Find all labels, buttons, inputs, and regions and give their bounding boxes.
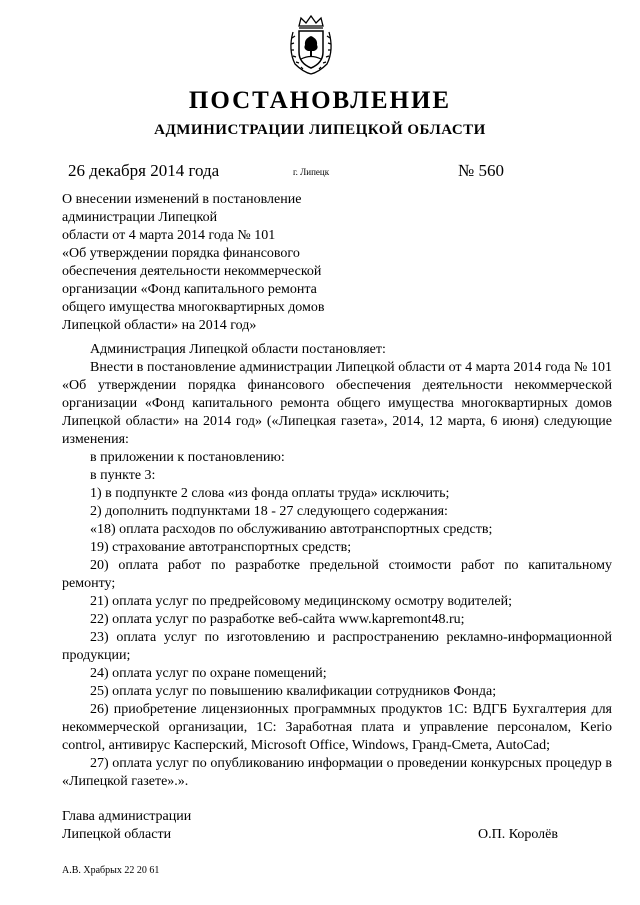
body-paragraph: 21) оплата услуг по предрейсовому медицинскому осмотру водителей; — [90, 594, 512, 609]
body-paragraph: 24) оплата услуг по охране помещений; — [90, 666, 327, 681]
body-paragraph: 2) дополнить подпунктами 18 - 27 следующего содержания: — [90, 504, 448, 519]
body-paragraph: Администрация Липецкой области постановляет: — [90, 342, 386, 357]
body-paragraph: 27) оплата услуг по опубликованию информации о проведении конкурсных процедур в «Липецкой газете».». — [62, 756, 612, 789]
document-body — [62, 341, 612, 791]
document-title: ПОСТАНОВЛЕНИЕ — [188, 87, 452, 114]
subject-line: «Об утверждении порядка финансового — [62, 246, 300, 261]
subject-line: О внесении изменений в постановление — [62, 192, 302, 207]
body-paragraph: в приложении к постановлению: — [90, 450, 285, 465]
body-paragraph: 20) оплата работ по разработке предельной стоимости работ по капитальному ремонту; — [62, 558, 612, 591]
body-paragraph: 19) страхование автотранспортных средств; — [90, 540, 352, 555]
executor-contact: А.В. Храбрых 22 20 61 — [62, 865, 160, 876]
body-paragraph: 26) приобретение лицензионных программных продуктов 1С: ВДГБ Бухгалтерия для некоммерческой организации, 1С: Заработная плата и управление персоналом, Kerio control, антивирус Касперский, Microsoft Office, Windows, Гранд-Смета, AutoCad; — [62, 702, 612, 753]
signatory-position-line: Липецкой области — [62, 827, 172, 842]
body-paragraph: в пункте 3: — [90, 468, 156, 483]
document-subject — [62, 191, 362, 335]
issuing-authority: АДМИНИСТРАЦИИ ЛИПЕЦКОЙ ОБЛАСТИ — [154, 122, 486, 138]
body-paragraph: 23) оплата услуг по изготовлению и распространению рекламно-информационной продукции; — [62, 630, 612, 663]
subject-line: администрации Липецкой — [62, 210, 218, 225]
body-paragraph: «18) оплата расходов по обслуживанию автотранспортных средств; — [90, 522, 493, 537]
body-paragraph: 25) оплата услуг по повышению квалификации сотрудников Фонда; — [90, 684, 497, 699]
coat-of-arms-emblem — [287, 14, 335, 76]
subject-line: организации «Фонд капитального ремонта — [62, 282, 317, 297]
document-city: г. Липецк — [293, 167, 330, 177]
coat-of-arms-icon — [287, 14, 335, 76]
signatory-position — [62, 808, 191, 844]
signatory-position-line: Глава администрации — [62, 809, 192, 824]
signatory-name: О.П. Королёв — [478, 827, 558, 842]
body-paragraph: 22) оплата услуг по разработке веб-сайта www.kapremont48.ru; — [90, 612, 465, 627]
body-paragraph: Внести в постановление администрации Липецкой области от 4 марта 2014 года № 101 «Об утверждении порядка финансового обеспечения деятельности некоммерческой организации «Фонд капитального ремонта общего имущества многоквартирных домов Липецкой области» на 2014 год» («Липецкая газета», 2014, 12 марта, 6 июня) следующие изменения: — [62, 360, 612, 447]
document-date: 26 декабря 2014 года — [68, 161, 220, 180]
body-paragraph: 1) в подпункте 2 слова «из фонда оплаты труда» исключить; — [90, 486, 450, 501]
subject-line: обеспечения деятельности некоммерческой — [62, 264, 322, 279]
subject-line: Липецкой области» на 2014 год» — [62, 318, 257, 333]
subject-line: области от 4 марта 2014 года № 101 — [62, 228, 276, 243]
document-number: № 560 — [458, 161, 504, 180]
subject-line: общего имущества многоквартирных домов — [62, 300, 325, 315]
